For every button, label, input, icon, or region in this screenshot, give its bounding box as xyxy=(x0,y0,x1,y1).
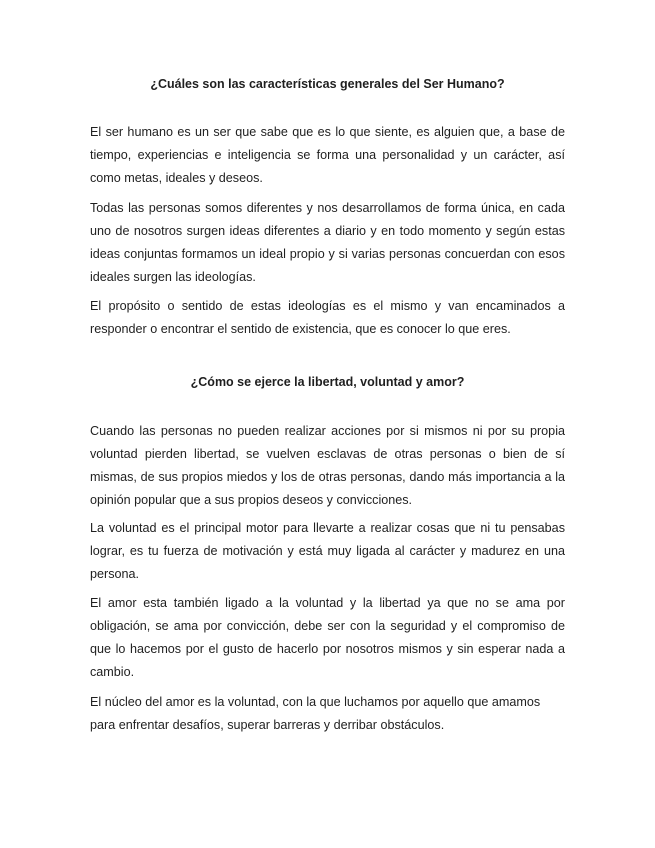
paragraph-7: El núcleo del amor es la voluntad, con la que luchamos por aquello que amamos para enfrentar desafíos, superar barreras y derribar obstáculos. xyxy=(90,695,541,732)
paragraph-3: El propósito o sentido de estas ideologías es el mismo y van encaminados a responder o encontrar el sentido de existencia, que es conocer lo que eres. xyxy=(90,299,565,336)
paragraph-1: El ser humano es un ser que sabe que es lo que siente, es alguien que, a base de tiempo, experiencias e inteligencia se forma una personalidad y un carácter, así como metas, ideales y deseos. xyxy=(90,125,565,185)
paragraph-2: Todas las personas somos diferentes y nos desarrollamos de forma única, en cada uno de nosotros surgen ideas diferentes a diario y en todo momento y según estas ideas conjuntas formamos un ideal propio y si varias personas concuerdan con esos ideales surgen las ideologías. xyxy=(90,201,565,284)
section-heading-freedom-will-love: ¿Cómo se ejerce la libertad, voluntad y amor? xyxy=(190,375,465,389)
paragraph-5: La voluntad es el principal motor para llevarte a realizar cosas que ni tu pensabas lograr, es tu fuerza de motivación y está muy ligada al carácter y madurez en una persona. xyxy=(90,521,565,581)
paragraph-6: El amor esta también ligado a la voluntad y la libertad ya que no se ama por obligación, se ama por convicción, debe ser con la seguridad y el compromiso de que lo hacemos por el gusto de hacerlo por nosotros mismos y sin esperar nada a cambio. xyxy=(90,596,565,679)
paragraph-4: Cuando las personas no pueden realizar acciones por si mismos ni por su propia voluntad pierden libertad, se vuelven esclavas de otras personas o bien de sí mismas, de sus propios miedos y los de otras personas, dando más importancia a la opinión popular que a sus propios deseos y convicciones. xyxy=(90,424,565,507)
section-heading-human-characteristics: ¿Cuáles son las características generales del Ser Humano? xyxy=(150,77,505,91)
